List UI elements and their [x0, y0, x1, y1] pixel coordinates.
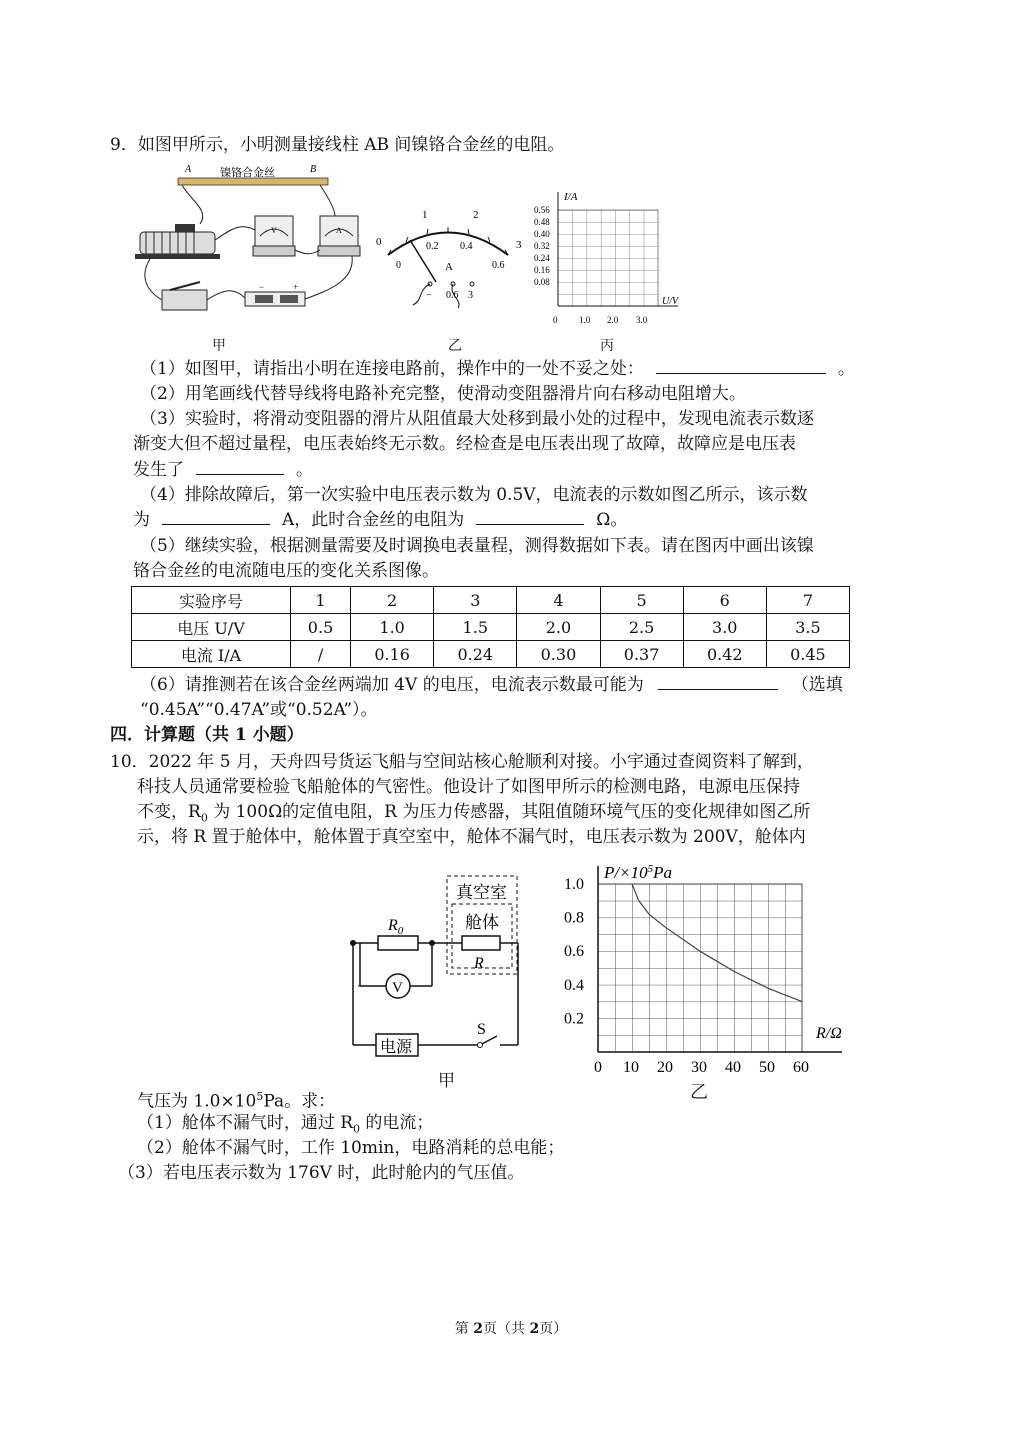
data-table [131, 586, 850, 668]
graph-xtick: 10 [623, 1059, 639, 1076]
figure-caption-bing: 丙 [600, 338, 614, 354]
cabin-label: 舱体 [465, 913, 499, 932]
q9-part2: （2）用笔画线代替导线将电路补充完整，使滑动变阻器滑片向右移动电阻增大。 [140, 384, 746, 404]
table-cell: 0.37 [600, 641, 683, 668]
q10-pressure-graph [560, 860, 850, 1090]
bing-xtick: 0 [553, 315, 558, 325]
q9-part4a: （4）排除故障后，第一次实验中电压表示数为 0.5V，电流表的示数如图乙所示，该示数 [140, 485, 808, 505]
q10-sub3: （3）若电压表示数为 176V 时，此时舱内的气压值。 [118, 1163, 525, 1183]
answer-blank-6[interactable] [658, 673, 778, 690]
table-cell: 0.5 [291, 614, 351, 641]
bing-ylabel: I/A [564, 191, 578, 203]
bing-ytick: 0.08 [534, 277, 550, 287]
table-cell: 电流 I/A [132, 641, 291, 668]
graph-xtick: 20 [657, 1059, 673, 1076]
bing-xtick: 1.0 [579, 315, 591, 325]
table-cell: 0.16 [351, 641, 434, 668]
graph-xtick: 40 [725, 1059, 741, 1076]
table-cell: / [291, 641, 351, 668]
dial-unit: A [445, 261, 453, 273]
table-cell: 1.0 [351, 614, 434, 641]
graph-ylabel: $P/\times 10^5Pa$ [604, 863, 672, 882]
dial-outer-1: 1 [422, 209, 428, 221]
source-label: 电源 [380, 1039, 413, 1056]
svg-text:V: V [271, 226, 277, 235]
q10-sub1: （1）舱体不漏气时，通过 $R_0$ 的电流； [137, 1113, 434, 1136]
table-cell: 3.0 [683, 614, 766, 641]
table-cell: 0.45 [766, 641, 849, 668]
q10-line4: 示，将 R 置于舱体中，舱体置于真空室中，舱体不漏气时，电压表示数为 200V，舱体内 [137, 827, 806, 847]
q10-line5: 气压为 $1.0\times 10^5Pa$。求： [137, 1090, 336, 1112]
bing-ytick: 0.56 [534, 205, 550, 215]
resistor-r [462, 936, 500, 950]
graph-xlabel: R/Ω [816, 1025, 842, 1042]
terminal-06: 0.6 [446, 290, 459, 301]
bing-xlabel: U/V [662, 296, 679, 307]
bing-ytick: 0.24 [534, 253, 550, 263]
graph-xtick: 30 [691, 1059, 707, 1076]
table-cell: 3.5 [766, 614, 849, 641]
svg-text:+: + [293, 282, 299, 292]
bing-ytick: 0.48 [534, 217, 550, 227]
q9-stem: 9．如图甲所示，小明测量接线柱 AB 间镍铬合金丝的电阻。 [110, 135, 565, 155]
figure-caption-yi-graph: 乙 [690, 1082, 708, 1103]
graph-ytick: 0.2 [564, 1010, 584, 1028]
bing-xtick: 3.0 [636, 315, 648, 325]
q9-part3b: 渐变大但不超过量程，电压表始终无示数。经检查是电压表出现了故障，故障应是电压表 [133, 434, 796, 454]
switch-label: S [477, 1021, 486, 1038]
table-row [132, 641, 850, 668]
battery-icon [245, 282, 305, 306]
graph-xtick: 0 [594, 1059, 602, 1076]
table-cell: 电压 U/V [132, 614, 291, 641]
bing-ytick: 0.16 [534, 265, 550, 275]
bing-xtick: 2.0 [607, 315, 619, 325]
table-cell: 2.5 [600, 614, 683, 641]
figure-caption-jia: 甲 [212, 338, 226, 354]
bing-ytick: 0.32 [534, 241, 550, 251]
terminal-minus: − [426, 290, 432, 301]
table-cell: 6 [683, 587, 766, 614]
answer-blank-3[interactable] [196, 458, 284, 475]
table-row [132, 614, 850, 641]
answer-blank-4a[interactable] [162, 508, 270, 525]
table-cell: 3 [434, 587, 517, 614]
graph-xtick: 60 [793, 1059, 809, 1076]
graph-ytick: 0.6 [564, 943, 584, 961]
wire-label: 镍铬合金丝 [220, 167, 275, 179]
table-cell: 7 [766, 587, 849, 614]
q9-part3a: （3）实验时，将滑动变阻器的滑片从阻值最大处移到最小处的过程中，发现电流表示数逐 [140, 409, 814, 429]
graph-ytick: 1.0 [564, 876, 584, 893]
q10-sub2: （2）舱体不漏气时，工作 10min，电路消耗的总电能； [137, 1138, 565, 1158]
section-heading: 四．计算题（共 1 小题） [110, 725, 304, 745]
switch-icon [162, 282, 207, 310]
dial-inner-04: 0.4 [460, 241, 473, 252]
resistor-r0 [378, 936, 418, 950]
dial-inner-02: 0.2 [426, 241, 439, 252]
dial-outer-2: 2 [473, 209, 479, 221]
table-cell: 0.24 [434, 641, 517, 668]
bing-ytick: 0.40 [534, 229, 550, 239]
q9-part4b: 为 A，此时合金丝的电阻为 Ω。 [133, 510, 628, 530]
q9-part5a: （5）继续实验，根据测量需要及时调换电表量程，测得数据如下表。请在图丙中画出该镍 [140, 536, 814, 556]
q10-circuit [340, 868, 540, 1068]
figure-caption-jia-circuit: 甲 [438, 1071, 455, 1091]
r0-label: $R_0$ [388, 917, 404, 937]
svg-text:A: A [336, 226, 342, 235]
voltmeter-icon [253, 216, 295, 256]
table-cell: 4 [517, 587, 600, 614]
chamber-label: 真空室 [456, 883, 507, 902]
q9-figure-bing [528, 186, 688, 336]
dial-inner-0: 0 [396, 260, 401, 271]
ammeter-icon [318, 216, 360, 256]
dial-inner-06: 0.6 [492, 260, 505, 271]
table-cell: 2 [351, 587, 434, 614]
answer-blank-4b[interactable] [476, 508, 584, 525]
q9-part3c: 发生了 。 [133, 460, 313, 480]
terminal-a-label: A [185, 164, 192, 175]
table-cell: 0.42 [683, 641, 766, 668]
svg-text:−: − [259, 282, 265, 292]
q10-line2: 科技人员通常要检验飞船舱体的气密性。他设计了如图甲所示的检测电路，电源电压保持 [137, 777, 800, 797]
q9-part6a: （6）请推测若在该合金丝两端加 4V 的电压，电流表示数最可能为 （选填 [140, 675, 843, 695]
figure-caption-yi: 乙 [448, 338, 462, 354]
wire-board [178, 178, 328, 185]
table-cell: 1.5 [434, 614, 517, 641]
q9-figure-yi [368, 200, 528, 310]
q10-line3: 不变，$R_0$ 为 100Ω的定值电阻，R 为压力传感器，其阻值随环境气压的变化规律如图乙所 [137, 802, 811, 825]
q10-line1: 10．2022 年 5 月，天舟四号货运飞船与空间站核心舱顺利对接。小宇通过查阅资料了解到， [110, 752, 814, 772]
table-cell: 2.0 [517, 614, 600, 641]
q9-part6b: “0.45A”“0.47A”或“0.52A”）。 [140, 700, 378, 720]
page-footer: 第 2页（共 2页） [454, 1321, 568, 1337]
voltmeter-label: V [392, 980, 403, 996]
graph-ytick: 0.4 [564, 976, 584, 994]
graph-ytick: 0.8 [564, 909, 584, 927]
table-cell: 1 [291, 587, 351, 614]
terminal-b-label: B [310, 164, 317, 175]
terminal-3: 3 [468, 290, 473, 301]
q9-figure-jia [130, 160, 380, 330]
graph-xtick: 50 [759, 1059, 775, 1076]
dial-outer-3: 3 [516, 239, 522, 251]
table-cell: 5 [600, 587, 683, 614]
table-row [132, 587, 850, 614]
rheostat-icon [135, 224, 220, 259]
dial-outer-0: 0 [376, 236, 382, 248]
answer-blank-1[interactable] [656, 357, 826, 374]
table-cell: 0.30 [517, 641, 600, 668]
table-cell: 实验序号 [132, 587, 291, 614]
q9-part1: （1）如图甲，请指出小明在连接电路前，操作中的一处不妥之处： 。 [140, 359, 855, 379]
q9-part5b: 铬合金丝的电流随电压的变化关系图像。 [133, 561, 439, 581]
r-label: R [474, 955, 484, 972]
